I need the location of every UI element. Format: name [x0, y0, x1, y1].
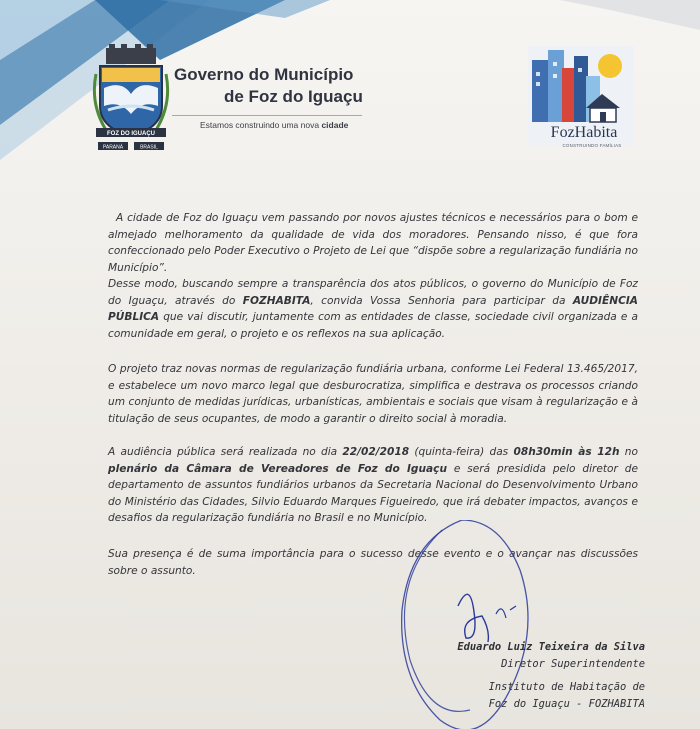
signatory-org-line1: Instituto de Habitação de: [488, 681, 645, 693]
signatory-name: Eduardo Luiz Teixeira da Silva: [457, 641, 645, 653]
crest-ribbon-top: FOZ DO IGUAÇU: [107, 131, 155, 137]
municipal-crest-logo: [92, 44, 170, 156]
signatory-role: Diretor Superintendente: [501, 658, 645, 670]
title-divider: [172, 115, 362, 116]
government-title: [172, 64, 372, 108]
government-slogan: Estamos construindo uma nova cidade: [200, 120, 349, 130]
paragraph-3: O projeto traz novas normas de regularização fundiária urbana, conforme Lei Federal 13.465/2017, e estabelece um novo marco legal que desburocratiza, simplifica e destrava os processos criando um conjunto de medidas jurídicas, urbanísticas, ambientais e sociais que visam à regularização e à titulação de seus ocupantes, de modo a garantir o direito social à moradia.: [108, 363, 638, 425]
government-title-line2: de Foz do Iguaçu: [224, 87, 363, 106]
paragraph-1: A cidade de Foz do Iguaçu vem passando por novos ajustes técnicos e necessários para o bom e almejado melhoramento da qualidade de vida dos moradores. Pensando nisso, é que fora confeccionado pelo Poder Executivo o Projeto de Lei que “dispõe sobre a regularização fundiária no Município”.: [108, 212, 638, 274]
paragraph-4: A audiência pública será realizada no dia 22/02/2018 (quinta-feira) das 08h30min às 12h no plenário da Câmara de Vereadores de Foz do Iguaçu e será presidida pelo diretor de departamento de assuntos fundiários urbanos da Secretaria Nacional do Desenvolvimento Urbano do Ministério das Cidades, Silvio Eduardo Marques Figueiredo, que irá debater impactos, avanços e desafios da regularização fundiária no Brasil e no Município.: [108, 446, 638, 525]
fozhabita-tagline: CONSTRUINDO FAMÍLIAS: [562, 143, 622, 148]
crest-ribbon-right: BRASIL: [140, 144, 158, 151]
paragraph-5: Sua presença é de suma importância para o sucesso desse evento e o avançar nas discussões sobre o assunto.: [108, 548, 638, 577]
signatory-org-line2: Foz do Iguaçu - FOZHABITA: [488, 698, 645, 710]
crest-ribbon-left: PARANÁ: [102, 144, 124, 151]
paragraph-2: Desse modo, buscando sempre a transparência dos atos públicos, o governo do Município de Foz do Iguaçu, através do FOZHABITA, convida Vossa Senhoria para participar da AUDIÊNCIA PÚBLICA que vai discutir, juntamente com as entidades de classe, sociedade civil organizada e a comunidade em geral, o projeto e os reflexos na sua aplicação.: [108, 278, 638, 340]
fozhabita-name: FozHabita: [550, 124, 618, 141]
government-title-line1: Governo do Município: [174, 65, 354, 84]
